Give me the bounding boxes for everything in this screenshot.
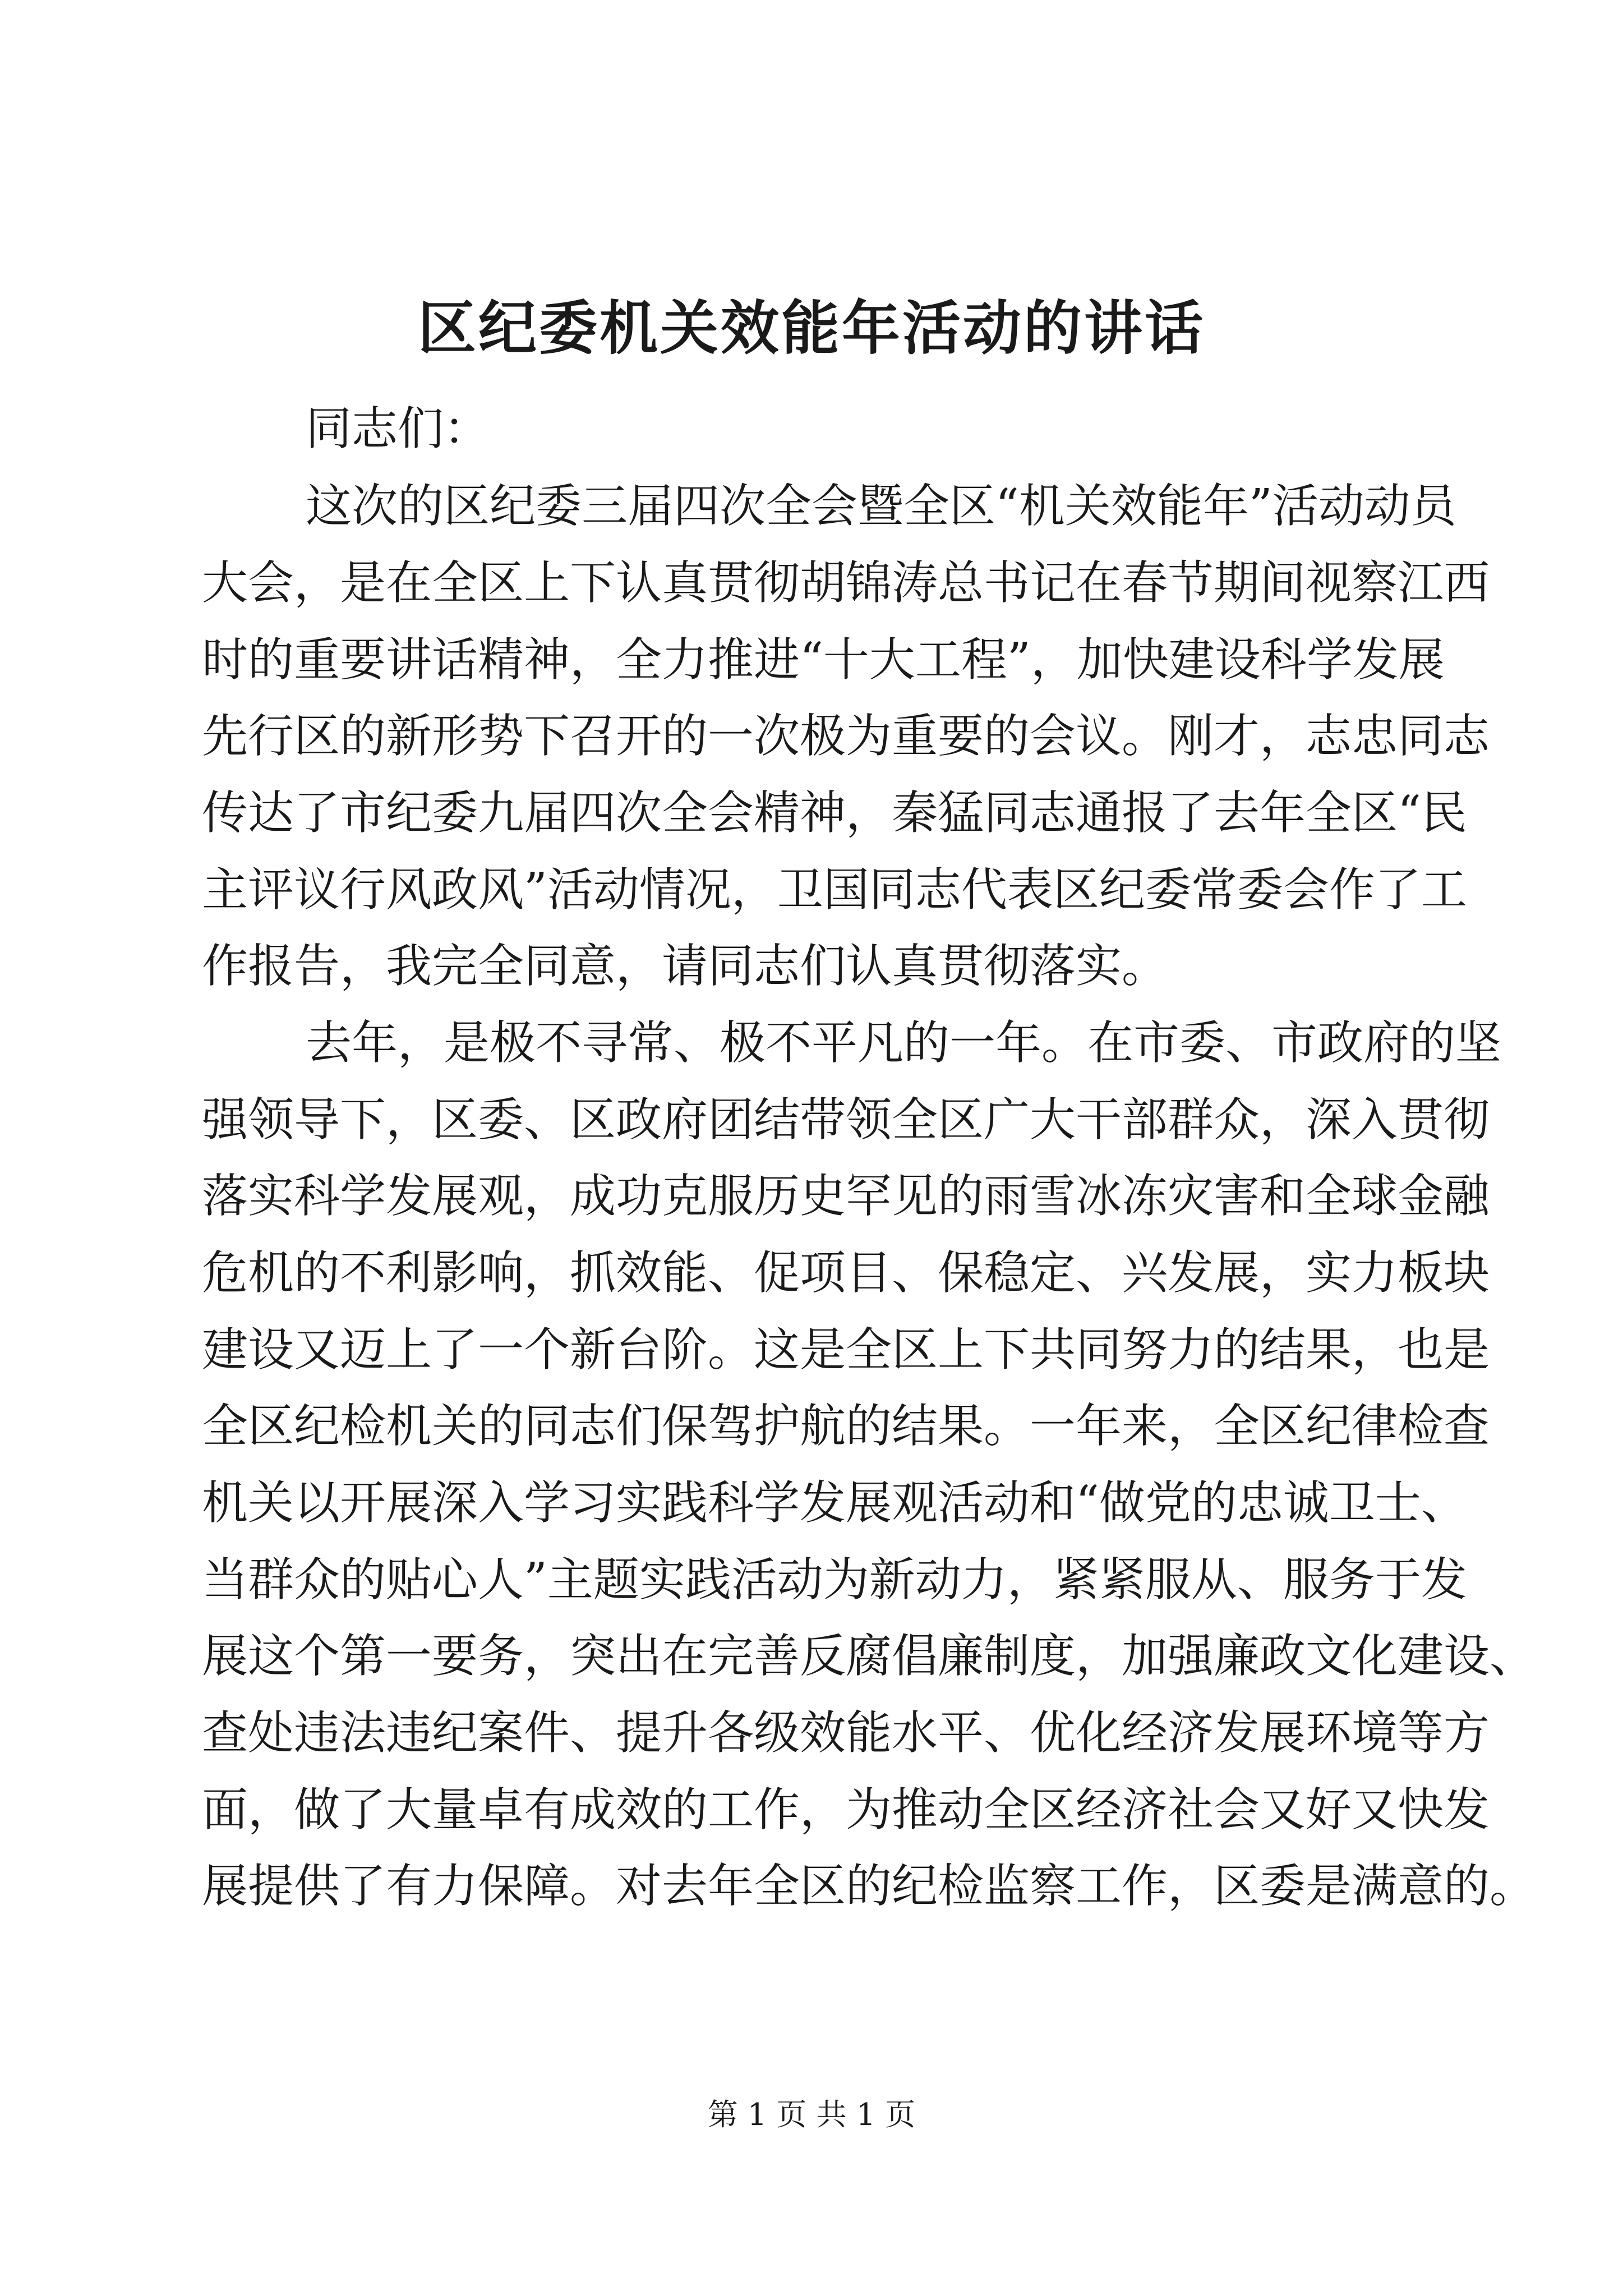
- paragraph-2-text-10: 查处违法违纪案件、提升各级效能水平、优化经济发展环境等方: [202, 1706, 1490, 1760]
- salutation-text: 同志们：: [306, 402, 490, 455]
- paragraph-2-text-9: 展这个第一要务，突出在完善反腐倡廉制度，加强廉政文化建设、: [202, 1630, 1536, 1683]
- paragraph-1-text-3: 时的重要讲话精神，全力推进“十大工程”，加快建设科学发展: [202, 633, 1445, 687]
- paragraph-1-text-5: 传达了市纪委九届四次全会精神，秦猛同志通报了去年全区“民: [202, 786, 1467, 840]
- page-number-footer: 第 1 页 共 1 页: [707, 2097, 916, 2132]
- paragraph-2-text-4: 危机的不利影响，抓效能、促项目、保稳定、兴发展，实力板块: [202, 1246, 1490, 1300]
- paragraph-1-text-6: 主评议行风政风”活动情况，卫国同志代表区纪委常委会作了工: [202, 863, 1467, 917]
- paragraph-2-text-3: 落实科学发展观，成功克服历史罕见的雨雪冰冻灾害和全球金融: [202, 1170, 1490, 1223]
- paragraph-2-text-12: 展提供了有力保障。对去年全区的纪检监察工作，区委是满意的。: [202, 1860, 1536, 1913]
- paragraph-2-text-11: 面，做了大量卓有成效的工作，为推动全区经济社会又好又快发: [202, 1783, 1490, 1837]
- paragraph-2-text-7: 机关以开展深入学习实践科学发展观活动和“做党的忠诚卫士、: [202, 1476, 1467, 1530]
- document-title: 区纪委机关效能年活动的讲话: [417, 293, 1205, 362]
- paragraph-1-text-2: 大会，是在全区上下认真贯彻胡锦涛总书记在春节期间视察江西: [202, 556, 1490, 610]
- paragraph-1-text-7: 作报告，我完全同意，请同志们认真贯彻落实。: [202, 940, 1168, 993]
- paragraph-2-text-8: 当群众的贴心人”主题实践活动为新动力，紧紧服从、服务于发: [202, 1553, 1467, 1607]
- paragraph-2-text-6: 全区纪检机关的同志们保驾护航的结果。一年来，全区纪律检查: [202, 1400, 1490, 1453]
- paragraph-1-text-1: 这次的区纪委三届四次全会暨全区“机关效能年”活动动员: [306, 480, 1456, 533]
- paragraph-2-text-2: 强领导下，区委、区政府团结带领全区广大干部群众，深入贯彻: [202, 1093, 1490, 1147]
- paragraph-1-text-4: 先行区的新形势下召开的一次极为重要的会议。刚才，志忠同志: [202, 710, 1490, 763]
- paragraph-2-text-5: 建设又迈上了一个新台阶。这是全区上下共同努力的结果，也是: [202, 1323, 1490, 1377]
- paragraph-2-text-1: 去年，是极不寻常、极不平凡的一年。在市委、市政府的坚: [306, 1016, 1502, 1070]
